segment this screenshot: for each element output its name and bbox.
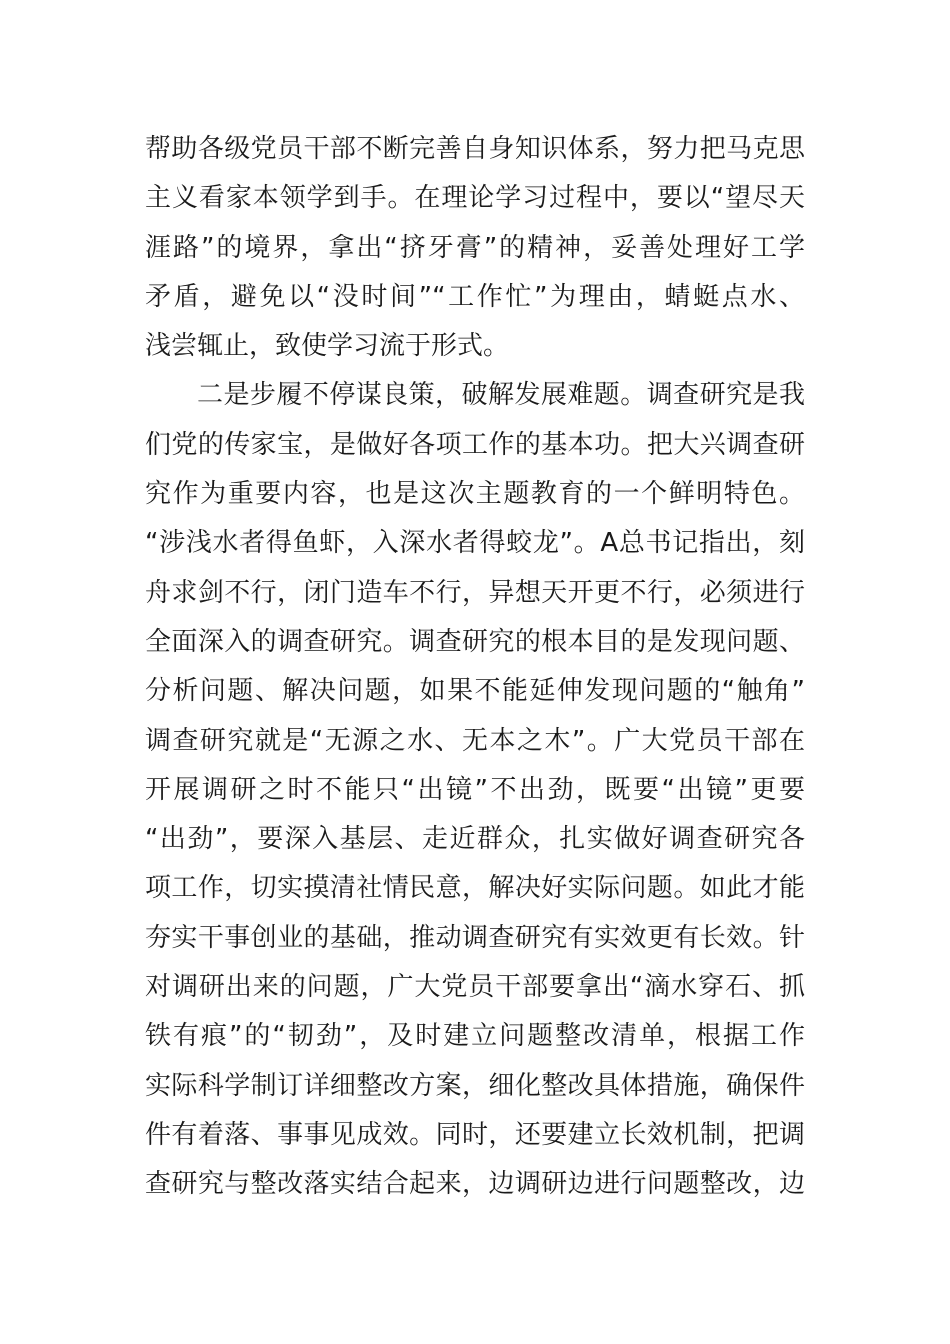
text-line: 实际科学制订详细整改方案，细化整改具体措施，确保件	[145, 1070, 805, 1101]
text-line: “涉浅水者得鱼虾，入深水者得蛟龙”。A总书记指出，刻	[145, 528, 805, 559]
text-line: 们党的传家宝，是做好各项工作的基本功。把大兴调查研	[145, 429, 805, 460]
text-line: 主义看家本领学到手。在理论学习过程中，要以“望尽天	[145, 183, 805, 214]
paragraph-start-line: 二是步履不停谋良策，破解发展难题。调查研究是我	[197, 380, 805, 411]
text-line: 舟求剑不行，闭门造车不行，异想天开更不行，必须进行	[145, 577, 805, 608]
text-line: 项工作，切实摸清社情民意，解决好实际问题。如此才能	[145, 873, 805, 904]
text-line: 涯路”的境界，拿出“挤牙膏”的精神，妥善处理好工学	[145, 232, 805, 263]
text-line: 分析问题、解决问题，如果不能延伸发现问题的“触角”	[145, 676, 805, 707]
text-line: 铁有痕”的“韧劲”，及时建立问题整改清单，根据工作	[145, 1021, 805, 1052]
text-line: 对调研出来的问题，广大党员干部要拿出“滴水穿石、抓	[145, 972, 805, 1003]
text-line: 究作为重要内容，也是这次主题教育的一个鲜明特色。	[145, 479, 805, 510]
text-line: 帮助各级党员干部不断完善自身知识体系，努力把马克思	[145, 134, 805, 164]
text-line: 全面深入的调查研究。调查研究的根本目的是发现问题、	[145, 626, 805, 657]
text-line: 调查研究就是“无源之水、无本之木”。广大党员干部在	[145, 725, 805, 756]
body-text	[145, 125, 805, 1210]
text-line: 夯实干事创业的基础，推动调查研究有实效更有长效。针	[145, 922, 805, 953]
text-line: 查研究与整改落实结合起来，边调研边进行问题整改，边	[145, 1169, 805, 1200]
text-line: 件有着落、事事见成效。同时，还要建立长效机制，把调	[145, 1119, 805, 1150]
text-line: 浅尝辄止，致使学习流于形式。	[145, 331, 510, 362]
text-line: 矛盾，避免以“没时间”“工作忙”为理由，蜻蜓点水、	[145, 281, 805, 312]
text-line: 开展调研之时不能只“出镜”不出劲，既要“出镜”更要	[145, 774, 805, 805]
text-line: “出劲”，要深入基层、走近群众，扎实做好调查研究各	[145, 824, 805, 855]
